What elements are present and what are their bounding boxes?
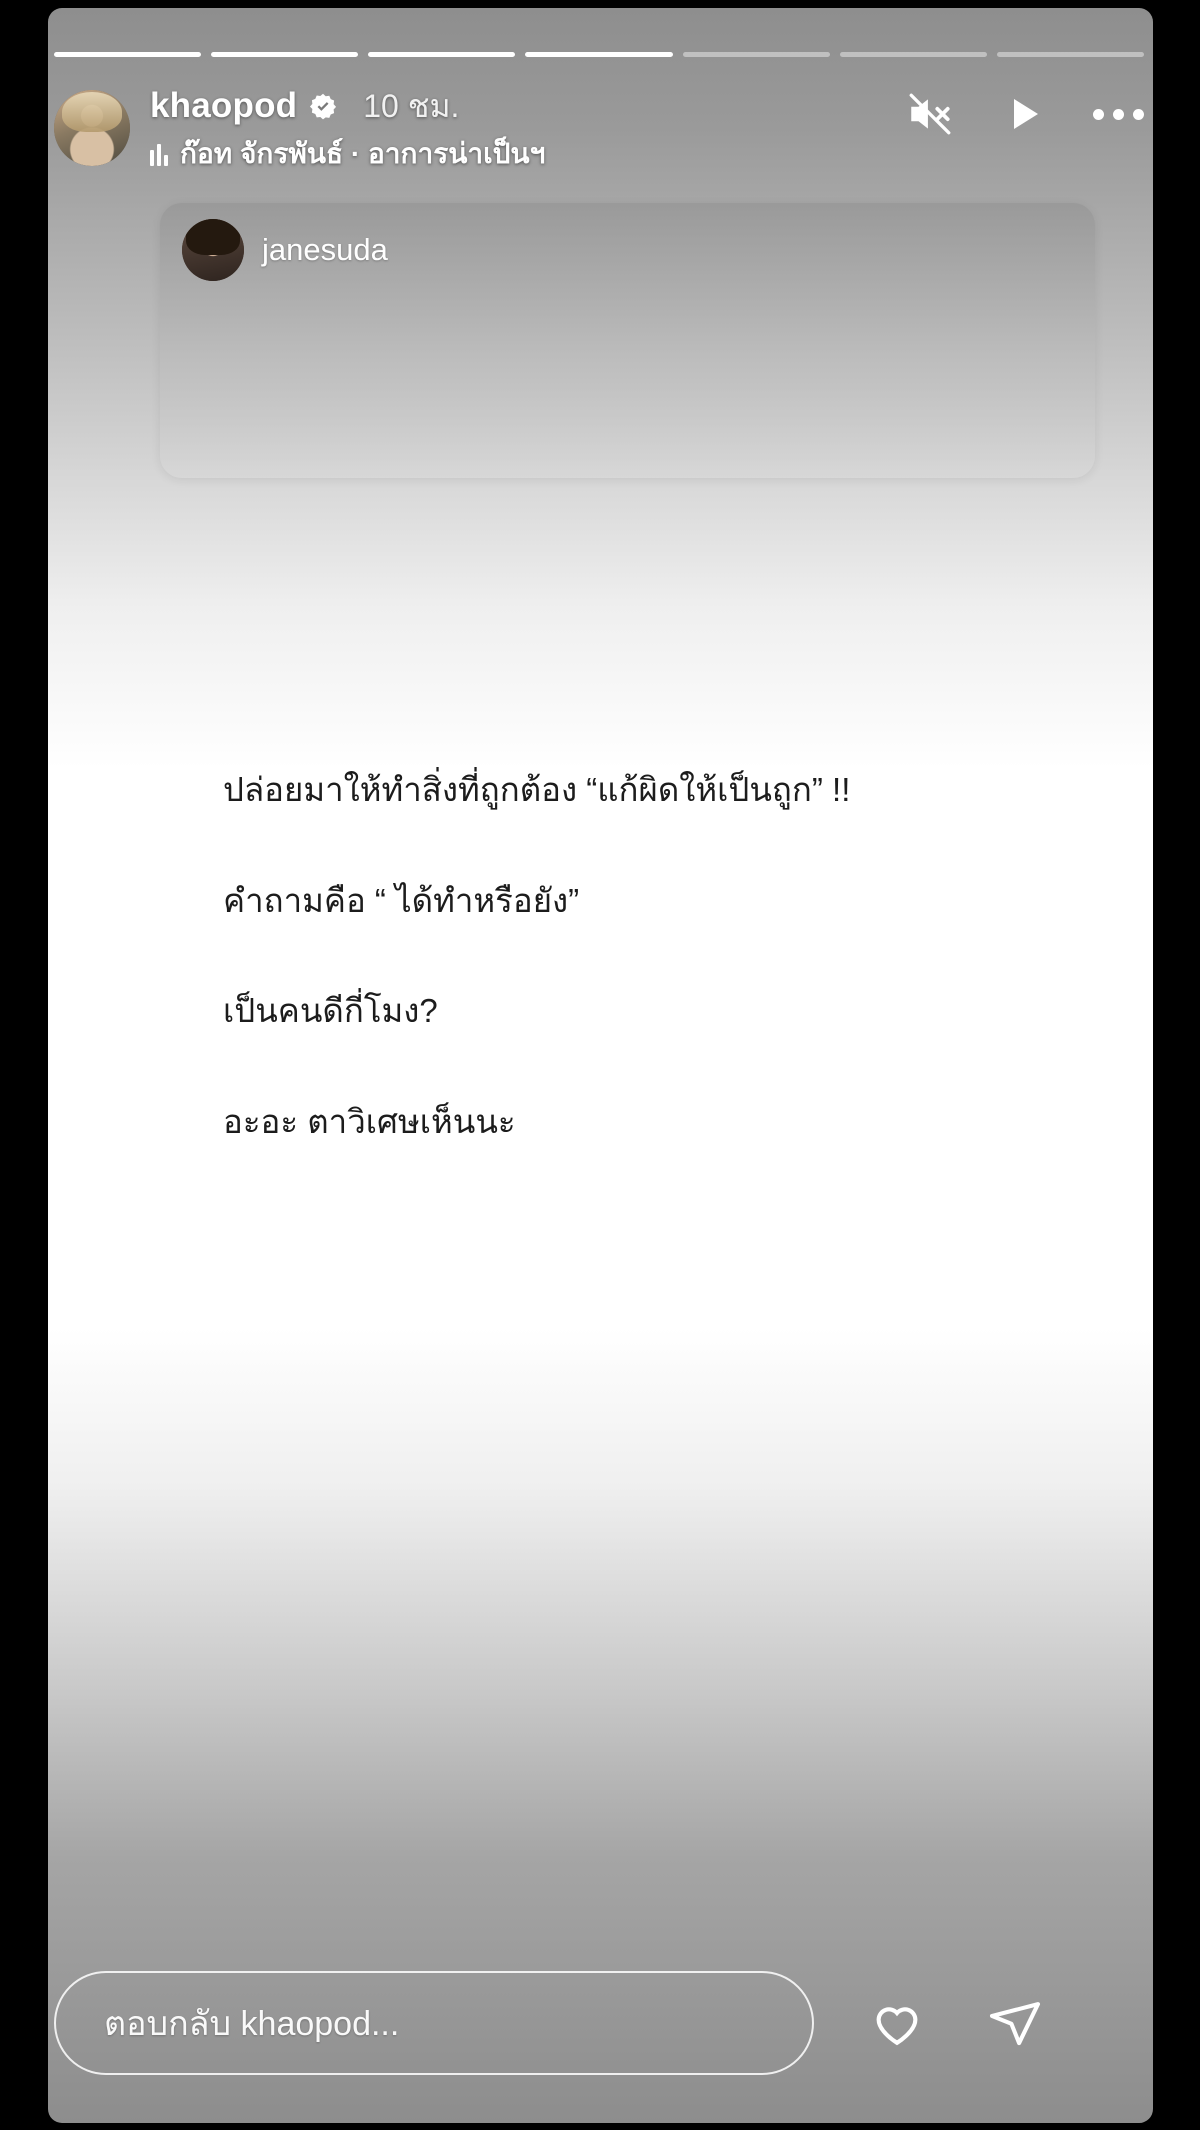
story-header <box>54 82 1144 192</box>
music-attribution[interactable] <box>150 132 545 176</box>
progress-segment[interactable] <box>368 52 515 57</box>
mute-button[interactable] <box>904 88 956 140</box>
reposted-account[interactable] <box>182 219 388 281</box>
send-paper-plane-icon <box>986 1994 1044 2052</box>
story-header-actions <box>904 88 1144 140</box>
share-button[interactable] <box>984 1992 1046 2054</box>
play-icon <box>1000 90 1048 138</box>
story-text-line: อะอะ ตาวิเศษเห็นนะ <box>223 1102 516 1140</box>
reply-input[interactable] <box>54 1971 814 2075</box>
story-text-line: คำถามคือ “ ได้ทำหรือยัง” <box>223 881 580 919</box>
more-horizontal-icon <box>1093 109 1144 120</box>
story-text-block <box>223 768 1083 1210</box>
reply-placeholder-label: ตอบกลับ khaopod... <box>104 2005 400 2043</box>
progress-segment[interactable] <box>840 52 987 57</box>
timestamp-label: 10 ชม. <box>363 87 460 124</box>
footer-actions <box>866 1992 1046 2054</box>
progress-segment[interactable] <box>997 52 1144 57</box>
avatar[interactable] <box>54 90 130 166</box>
play-button[interactable] <box>998 88 1050 140</box>
story-progress-bar[interactable] <box>54 52 1144 57</box>
reposted-story-card[interactable] <box>160 203 1095 478</box>
story-text-line: ปล่อยมาให้ทำสิ่งที่ถูกต้อง “แก้ผิดให้เป็นถูก” !! <box>223 771 851 808</box>
story-text-line: เป็นคนดีกี่โมง? <box>223 992 438 1030</box>
reposted-username: janesuda <box>262 232 388 267</box>
verified-badge-icon <box>309 92 337 120</box>
story-footer <box>54 1968 1144 2078</box>
music-note-icon <box>150 142 168 166</box>
username-label[interactable]: khaopod <box>150 86 298 125</box>
account-line[interactable] <box>150 82 459 130</box>
speaker-mute-icon <box>905 89 955 139</box>
story-canvas[interactable] <box>48 8 1153 2123</box>
more-options-button[interactable] <box>1092 88 1144 140</box>
like-button[interactable] <box>866 1992 928 2054</box>
progress-segment[interactable] <box>54 52 201 57</box>
heart-icon <box>868 1994 926 2052</box>
avatar <box>182 219 244 281</box>
music-title-label: ก๊อท จักรพันธ์ · อาการน่าเป็นฯ <box>180 138 546 169</box>
progress-segment[interactable] <box>683 52 830 57</box>
progress-segment[interactable] <box>211 52 358 57</box>
progress-segment-active[interactable] <box>525 52 672 57</box>
